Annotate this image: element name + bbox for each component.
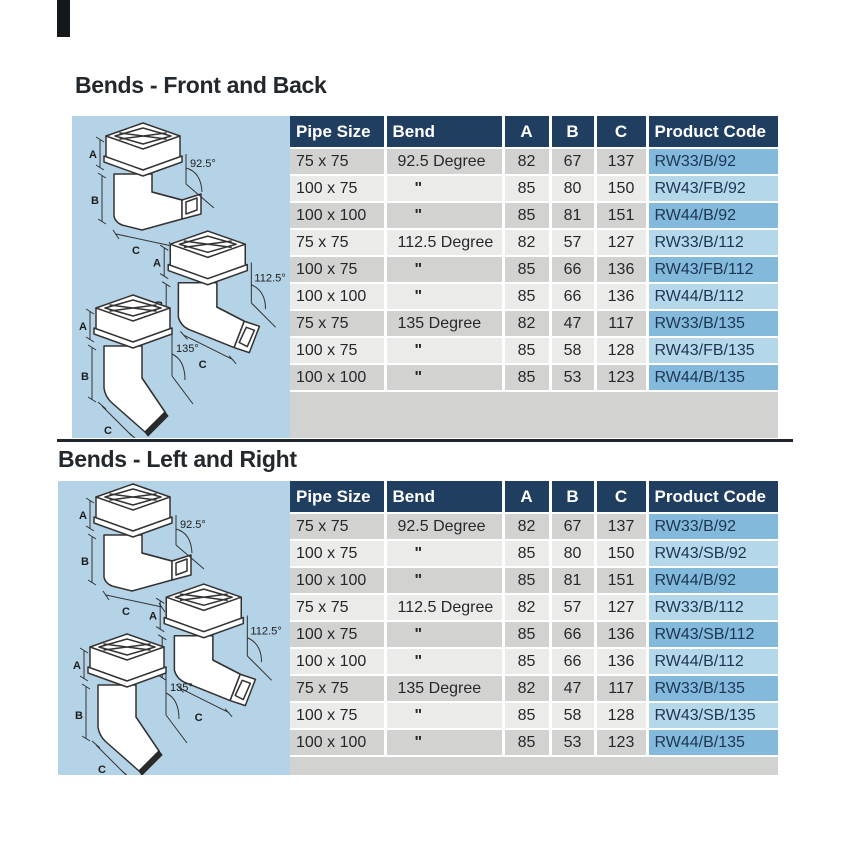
cell-a: 85 — [503, 648, 550, 675]
column-header-c: C — [595, 481, 647, 513]
cell-c: 151 — [595, 202, 647, 229]
section-divider-rule — [57, 439, 793, 442]
cell-product-code: RW43/FB/112 — [647, 256, 778, 283]
cell-c: 127 — [595, 229, 647, 256]
cell-product-code: RW43/SB/92 — [647, 540, 778, 567]
cell-a: 82 — [503, 310, 550, 337]
cell-pipe-size: 100 x 75 — [290, 540, 385, 567]
cell-b: 81 — [550, 202, 595, 229]
cell-c: 117 — [595, 310, 647, 337]
column-header-product-code: Product Code — [647, 116, 778, 148]
diagram-panel-left-right — [58, 481, 290, 775]
cell-bend: 135 Degree — [385, 675, 503, 702]
cell-a: 85 — [503, 283, 550, 310]
cell-product-code: RW33/B/135 — [647, 310, 778, 337]
cell-product-code: RW33/B/112 — [647, 229, 778, 256]
header-row — [290, 481, 778, 513]
cell-bend: " — [385, 648, 503, 675]
cell-bend: " — [385, 702, 503, 729]
table-row — [290, 175, 778, 202]
column-header-pipe-size: Pipe Size — [290, 116, 385, 148]
cell-bend: 112.5 Degree — [385, 594, 503, 621]
cell-c: 150 — [595, 540, 647, 567]
cell-bend: " — [385, 729, 503, 756]
cell-b: 47 — [550, 310, 595, 337]
column-header-c: C — [595, 116, 647, 148]
cell-a: 82 — [503, 229, 550, 256]
cell-bend: " — [385, 202, 503, 229]
section-title-left-right: Bends - Left and Right — [58, 446, 297, 472]
cell-product-code: RW44/B/92 — [647, 202, 778, 229]
spec-table-container-left-right — [290, 481, 778, 775]
cell-a: 85 — [503, 337, 550, 364]
cell-a: 85 — [503, 540, 550, 567]
table-row — [290, 364, 778, 391]
cell-c: 117 — [595, 675, 647, 702]
cell-c: 136 — [595, 648, 647, 675]
cell-a: 82 — [503, 148, 550, 175]
cell-bend: " — [385, 337, 503, 364]
table-row — [290, 256, 778, 283]
column-header-product-code: Product Code — [647, 481, 778, 513]
cell-product-code: RW44/B/92 — [647, 567, 778, 594]
cell-product-code: RW44/B/135 — [647, 364, 778, 391]
cell-pipe-size: 100 x 100 — [290, 202, 385, 229]
cell-c: 137 — [595, 148, 647, 175]
table-row — [290, 148, 778, 175]
table-row — [290, 621, 778, 648]
cell-product-code: RW33/B/92 — [647, 513, 778, 540]
cell-product-code: RW44/B/112 — [647, 283, 778, 310]
section-title-front-back: Bends - Front and Back — [75, 72, 327, 98]
cell-product-code: RW44/B/135 — [647, 729, 778, 756]
cell-bend: 92.5 Degree — [385, 513, 503, 540]
cell-pipe-size: 75 x 75 — [290, 310, 385, 337]
table-row — [290, 513, 778, 540]
bends-left-right-table — [290, 481, 778, 757]
cell-b: 80 — [550, 175, 595, 202]
cell-a: 85 — [503, 621, 550, 648]
cell-bend: " — [385, 364, 503, 391]
cell-c: 127 — [595, 594, 647, 621]
cell-a: 85 — [503, 729, 550, 756]
cell-bend: " — [385, 256, 503, 283]
cell-bend: " — [385, 621, 503, 648]
cell-b: 81 — [550, 567, 595, 594]
cell-pipe-size: 100 x 100 — [290, 567, 385, 594]
cell-b: 66 — [550, 648, 595, 675]
cell-product-code: RW44/B/112 — [647, 648, 778, 675]
cell-b: 58 — [550, 702, 595, 729]
bend-112-diagram — [153, 231, 286, 371]
cell-product-code: RW43/FB/92 — [647, 175, 778, 202]
cell-pipe-size: 75 x 75 — [290, 513, 385, 540]
cell-pipe-size: 75 x 75 — [290, 675, 385, 702]
scan-artifact-bar — [57, 0, 70, 37]
cell-a: 85 — [503, 202, 550, 229]
cell-pipe-size: 100 x 75 — [290, 256, 385, 283]
cell-pipe-size: 100 x 75 — [290, 175, 385, 202]
cell-bend: 92.5 Degree — [385, 148, 503, 175]
cell-pipe-size: 75 x 75 — [290, 594, 385, 621]
cell-c: 128 — [595, 337, 647, 364]
cell-pipe-size: 100 x 100 — [290, 364, 385, 391]
cell-b: 57 — [550, 594, 595, 621]
cell-b: 67 — [550, 148, 595, 175]
table-row — [290, 648, 778, 675]
column-header-a: A — [503, 481, 550, 513]
table-row — [290, 229, 778, 256]
cell-pipe-size: 75 x 75 — [290, 148, 385, 175]
cell-pipe-size: 100 x 75 — [290, 702, 385, 729]
cell-product-code: RW33/B/112 — [647, 594, 778, 621]
cell-a: 85 — [503, 567, 550, 594]
cell-pipe-size: 100 x 75 — [290, 621, 385, 648]
table-row — [290, 567, 778, 594]
cell-c: 137 — [595, 513, 647, 540]
cell-b: 57 — [550, 229, 595, 256]
cell-bend: " — [385, 567, 503, 594]
cell-c: 136 — [595, 621, 647, 648]
cell-bend: " — [385, 175, 503, 202]
cell-b: 58 — [550, 337, 595, 364]
cell-c: 136 — [595, 256, 647, 283]
cell-c: 151 — [595, 567, 647, 594]
cell-c: 150 — [595, 175, 647, 202]
cell-product-code: RW43/SB/112 — [647, 621, 778, 648]
table-row — [290, 310, 778, 337]
cell-c: 136 — [595, 283, 647, 310]
table-row — [290, 729, 778, 756]
cell-b: 66 — [550, 621, 595, 648]
cell-b: 80 — [550, 540, 595, 567]
header-row — [290, 116, 778, 148]
bends-front-back-table — [290, 116, 778, 392]
cell-pipe-size: 100 x 100 — [290, 729, 385, 756]
column-header-b: B — [550, 116, 595, 148]
bend-112-diagram — [149, 584, 282, 724]
cell-a: 85 — [503, 702, 550, 729]
cell-product-code: RW43/FB/135 — [647, 337, 778, 364]
cell-b: 53 — [550, 729, 595, 756]
table-row — [290, 675, 778, 702]
column-header-a: A — [503, 116, 550, 148]
diagram-panel-front-back — [72, 116, 290, 438]
cell-bend: 112.5 Degree — [385, 229, 503, 256]
table-row — [290, 594, 778, 621]
cell-pipe-size: 100 x 100 — [290, 283, 385, 310]
cell-a: 82 — [503, 675, 550, 702]
cell-product-code: RW43/SB/135 — [647, 702, 778, 729]
cell-a: 85 — [503, 256, 550, 283]
column-header-b: B — [550, 481, 595, 513]
cell-a: 82 — [503, 594, 550, 621]
column-header-bend: Bend — [385, 481, 503, 513]
table-row — [290, 540, 778, 567]
table-row — [290, 337, 778, 364]
column-header-pipe-size: Pipe Size — [290, 481, 385, 513]
cell-product-code: RW33/B/135 — [647, 675, 778, 702]
cell-c: 128 — [595, 702, 647, 729]
table-row — [290, 283, 778, 310]
table-row — [290, 202, 778, 229]
cell-pipe-size: 75 x 75 — [290, 229, 385, 256]
cell-b: 66 — [550, 283, 595, 310]
cell-product-code: RW33/B/92 — [647, 148, 778, 175]
cell-bend: 135 Degree — [385, 310, 503, 337]
table-row — [290, 702, 778, 729]
column-header-bend: Bend — [385, 116, 503, 148]
cell-c: 123 — [595, 364, 647, 391]
cell-b: 47 — [550, 675, 595, 702]
cell-bend: " — [385, 283, 503, 310]
cell-b: 67 — [550, 513, 595, 540]
cell-pipe-size: 100 x 75 — [290, 337, 385, 364]
cell-c: 123 — [595, 729, 647, 756]
cell-a: 85 — [503, 364, 550, 391]
cell-a: 82 — [503, 513, 550, 540]
cell-bend: " — [385, 540, 503, 567]
spec-table-container-front-back — [290, 116, 778, 438]
cell-a: 85 — [503, 175, 550, 202]
cell-pipe-size: 100 x 100 — [290, 648, 385, 675]
cell-b: 66 — [550, 256, 595, 283]
cell-b: 53 — [550, 364, 595, 391]
